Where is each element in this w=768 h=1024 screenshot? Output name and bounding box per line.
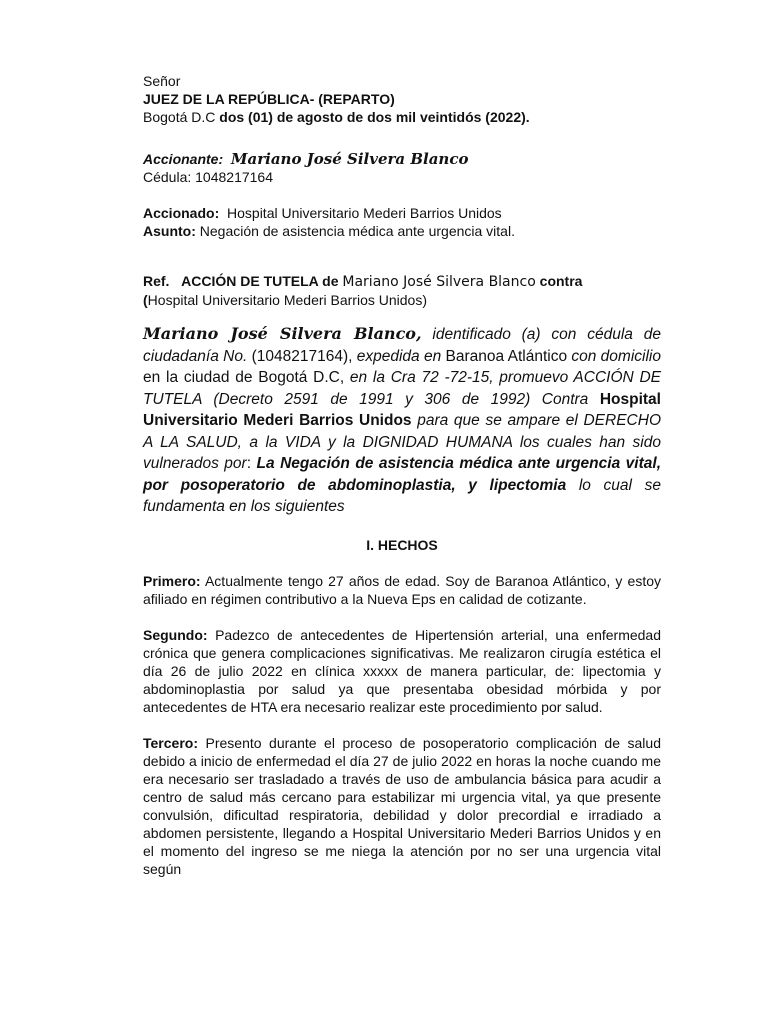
- intro-t4: Baranoa Atlántico: [441, 347, 572, 365]
- hecho-text: Padezco de antecedentes de Hipertensión arterial, una enfermedad crónica que genera complicaciones significativas. Me realizaron cirugía estética el día 26 de julio 2022 en clínica xxxxx de manera particular, de: lipectomia y abdominoplastia por salud ya que presentaba obesidad mórbida y por antecedentes de HTA era necesario realizar este procedimiento por salud.: [143, 626, 661, 715]
- intro-t2: (1048217164),: [247, 347, 357, 365]
- intro-t7: en la Cra 72 -72-15, promuevo ACCIÓN DE TUTELA (Decreto 2591 de 1991 y 306 de 1992) Contra: [143, 369, 661, 408]
- hecho-label: Primero:: [143, 572, 201, 589]
- asunto-value: Negación de asistencia médica ante urgencia vital.: [199, 223, 515, 239]
- accionante-line: [143, 150, 661, 168]
- intro-t1: identificado (a) con cédula de ciudadanía No.: [143, 326, 661, 365]
- hecho-label: Segundo:: [143, 626, 208, 643]
- hecho-tercero: [143, 734, 661, 878]
- accionante-name: Mariano José Silvera Blanco: [230, 150, 469, 168]
- intro-t10: :: [246, 455, 257, 472]
- intro-t12: lo cual se fundamenta en los siguientes: [143, 476, 661, 515]
- document-page: [143, 72, 661, 878]
- date: dos (01) de agosto de dos mil veintidós (2022).: [219, 109, 530, 125]
- intro-t5: con domicilio: [571, 347, 661, 365]
- ref-action: ACCIÓN DE TUTELA de: [181, 273, 339, 289]
- salutation: Señor: [143, 73, 181, 89]
- intro-t9: para que se ampare el DERECHO A LA SALUD, a la VIDA y la DIGNIDAD HUMANA los cuales han sido vulnerados por: [143, 412, 661, 472]
- accionado-line: [143, 204, 661, 222]
- intro-t8: Hospital Universitario Mederi Barrios Unidos: [143, 390, 661, 429]
- date-line: [143, 108, 661, 126]
- hecho-text: Actualmente tengo 27 años de edad. Soy de Baranoa Atlántico, y estoy afiliado en régimen contributivo a la Nueva Eps en calidad de cotizante.: [143, 572, 661, 607]
- hecho-label: Tercero:: [143, 734, 198, 751]
- hecho-text: Presento durante el proceso de posoperatorio complicación de salud debido a inicio de enfermedad el día 27 de julio 2022 en horas la noche cuando me era necesario ser trasladado a través de uso de ambulancia básica para acudir a centro de salud más cercano para estabilizar mi urgencia vital, ya que presente convulsión, dificultad respiratoria, debilidad y dolor precordial e irradiado a abdomen persistente, llegando a Hospital Universitario Mederi Barrios Unidos y en el momento del ingreso se me niega la atención por no ser una urgencia vital según: [143, 734, 661, 877]
- asunto-line: [143, 222, 661, 240]
- section-title: I. HECHOS: [366, 536, 438, 553]
- cedula-line: Cédula: 1048217164: [143, 169, 274, 185]
- judge-line: JUEZ DE LA REPÚBLICA- (REPARTO): [143, 91, 395, 107]
- city: Bogotá D.C: [143, 109, 216, 125]
- hecho-primero: [143, 572, 661, 608]
- ref-entity-line: [143, 291, 661, 309]
- accionado-label: Accionado:: [143, 205, 220, 221]
- ref-label: Ref.: [143, 273, 170, 289]
- accionante-label: Accionante:: [143, 151, 224, 167]
- ref-line: [143, 272, 661, 291]
- intro-name: Mariano José Silvera Blanco,: [143, 324, 422, 343]
- hecho-segundo: [143, 626, 661, 716]
- ref-contra: contra: [539, 273, 583, 289]
- ref-entity: Hospital Universitario Mederi Barrios Unidos): [147, 292, 427, 308]
- ref-name: Mariano José Silvera Blanco: [342, 274, 536, 290]
- intro-t3: expedida en: [356, 347, 442, 365]
- intro-t6: en la ciudad de Bogotá D.C,: [143, 369, 350, 386]
- ref-open-paren: (: [143, 292, 148, 308]
- intro-t11: La Negación de asistencia médica ante urgencia vital, por posoperatorio de abdominoplastia, y lipectomia: [143, 455, 661, 494]
- asunto-label: Asunto:: [143, 223, 196, 239]
- accionado-value: Hospital Universitario Mederi Barrios Unidos: [227, 205, 502, 221]
- intro-paragraph: [143, 323, 661, 518]
